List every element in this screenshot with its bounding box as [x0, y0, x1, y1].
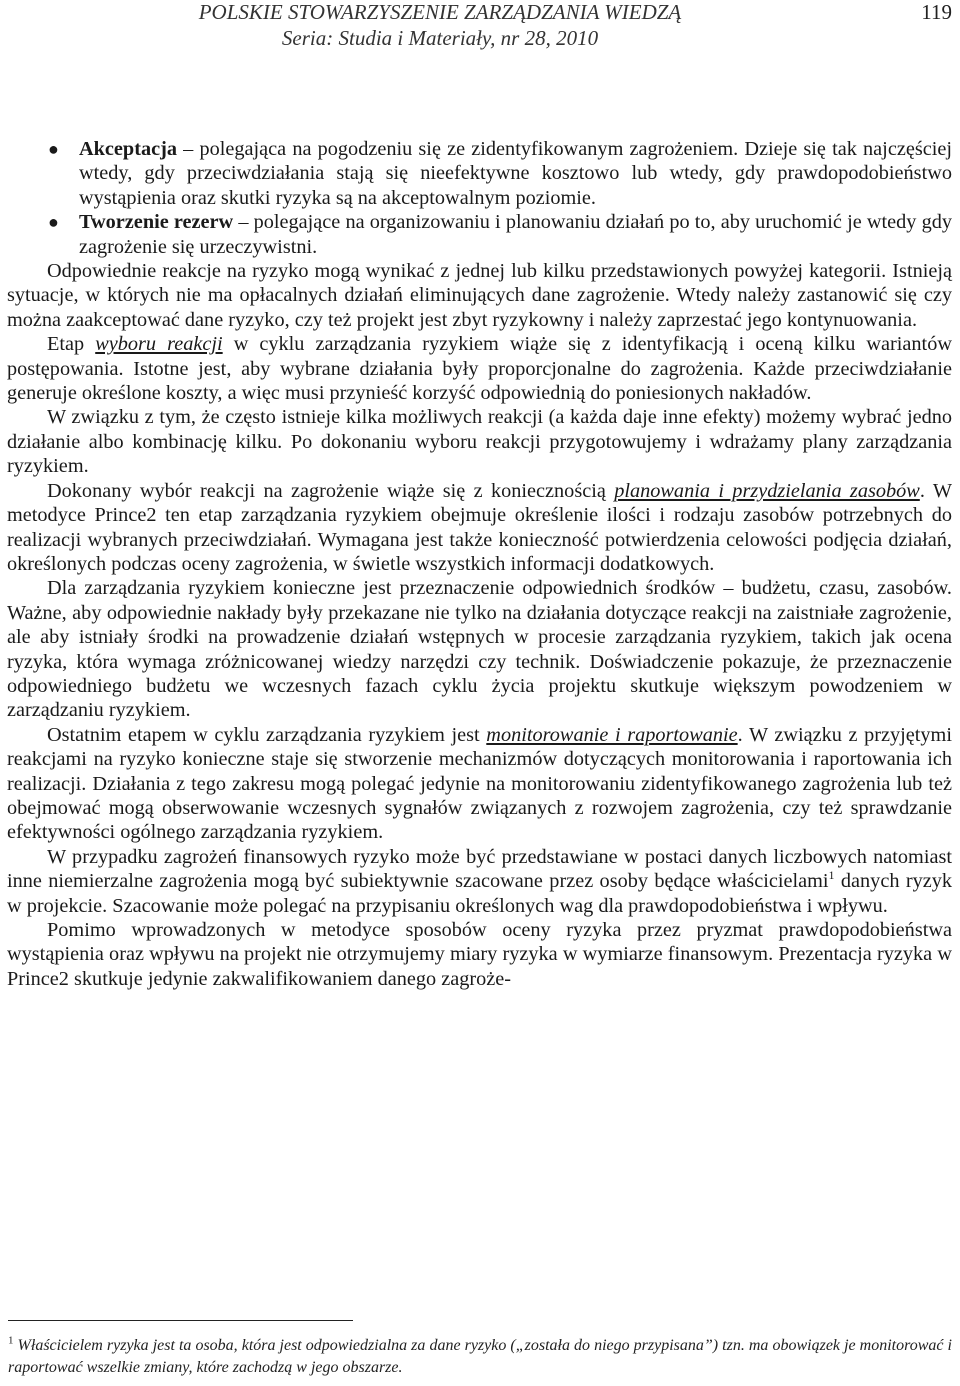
- emphasis-term: wyboru reakcji: [95, 333, 223, 356]
- paragraph: [7, 723, 952, 845]
- paragraph-text: . W metodyce Prince2 ten etap zarządzania ryzykiem obejmuje określenie ilości i rodzaju zasobów potrzebnych do realizacji wybranych przeciwdziałań. Wymagana jest także konieczność potwierdzenia celowości podjęcia działań, określonych podczas oceny zagrożenia, w świetle wszystkich informacji dodatkowych.: [7, 479, 952, 575]
- footnote-text: Właścicielem ryzyka jest ta osoba, która jest odpowiedzialna za dane ryzyko („została do niego przypisana”) tzn. ma obowiązek je monitorować i raportować wszelkie zmiany, które zachodzą w jego obszarze.: [8, 1337, 952, 1376]
- footnote-reference: 1: [828, 868, 835, 883]
- bullet-text: – polegająca na pogodzeniu się ze zidentyfikowanym zagrożeniem. Dzieje się tak najczęściej wtedy, gdy przeciwdziałania stają się nieefektywne kosztowo lub wtedy, gdy prawdopodobieństwo wystąpienia oraz skutki ryzyka są na akceptowalnym poziomie.: [79, 138, 952, 209]
- paragraph-text: . W związku z przyjętymi reakcjami na ryzyko konieczne staje się stworzenie mechanizmów dotyczących monitorowania i raportowania ich realizacji. Działania z tego zakresu mogą polegać jedynie na monitorowaniu zidentyfikowanego zagrożenia lub też obejmować mogą obserwowanie wczesnych sygnałów związanych z rozwojem zagrożenia, czy też sprawdzanie efektywności ogólnego zarządzania ryzykiem.: [7, 723, 952, 844]
- paragraph: [7, 332, 952, 405]
- paragraph-text: danych ryzyk w projekcie. Szacowanie może polegać na przypisaniu określonych wag dla prawdopodobieństwa i wpływu.: [7, 870, 952, 917]
- paragraph-text: Etap: [47, 333, 96, 356]
- footnote-divider: [8, 1320, 353, 1321]
- paragraph: W związku z tym, że często istnieje kilka możliwych reakcji (a każda daje inne efekty) możemy wybrać jedno działanie albo kombinację kilku. Po dokonaniu wyboru reakcji przygotowujemy i wdrażamy plany zarządzania ryzykiem.: [7, 406, 952, 478]
- header-organization: POLSKIE STOWARZYSZENIE ZARZĄDZANIA WIEDZĄ: [198, 0, 682, 24]
- footnote: [8, 1335, 952, 1379]
- footnote-mark: 1: [8, 1334, 14, 1347]
- bullet-term: Tworzenie rezerw: [79, 211, 234, 234]
- paragraph: [7, 845, 952, 918]
- paragraph: [7, 479, 952, 577]
- emphasis-term: planowania i przydzielania zasobów: [614, 479, 920, 502]
- paragraph-text: Ostatnim etapem w cyklu zarządzania ryzykiem jest: [47, 723, 487, 746]
- bullet-icon: ●: [48, 212, 59, 233]
- header-series: Seria: Studia i Materiały, nr 28, 2010: [281, 26, 599, 50]
- bullet-text: – polegające na organizowaniu i planowaniu działań po to, aby uruchomić je wtedy gdy zagrożenie się urzeczywistni.: [79, 211, 952, 258]
- paragraph: Odpowiednie reakcje na ryzyko mogą wynikać z jednej lub kilku przedstawionych powyżej kategorii. Istnieją sytuacje, w których nie ma opłacalnych działań eliminujących dane zagrożenie. Wtedy należy zastanowić się czy można zaakceptować dane ryzyko, czy też projekt jest zbyt ryzykowny i należy zaprzestać jego kontynuowania.: [7, 260, 952, 331]
- bullet-icon: ●: [48, 139, 59, 159]
- running-header: [0, 0, 960, 62]
- body-text: [7, 137, 952, 991]
- paragraph: Pomimo wprowadzonych w metodyce sposobów oceny ryzyka przez pryzmat prawdopodobieństwa wystąpienia oraz wpływu na projekt nie otrzymujemy miary ryzyka w wymiarze finansowym. Prezentacja ryzyka w Prince2 skutkuje jedynie zakwalifikowaniem danego zagroże-: [7, 919, 952, 990]
- bullet-list: [7, 137, 952, 259]
- list-item: [7, 210, 952, 259]
- paragraph: Dla zarządzania ryzykiem konieczne jest przeznaczenie odpowiednich środków – budżetu, czasu, zasobów. Ważne, aby odpowiednie nakłady były przekazane nie tylko na działania dotyczące reakcji na zaistniałe zagrożenie, ale aby istniały środki na prowadzenie działań wstępnych w procesie zarządzania ryzykiem, takich jak ocena ryzyka, która wymaga zróżnicowanej wiedzy narzędzi czy technik. Doświadczenie pokazuje, że przeznaczenie odpowiedniego budżetu we wczesnych fazach cyklu życia projektu skutkuje większym powodzeniem w zarządzaniu ryzykiem.: [7, 577, 952, 722]
- list-item: [7, 137, 952, 210]
- page-number: 119: [921, 0, 952, 24]
- bullet-term: Akceptacja: [79, 138, 177, 160]
- paragraph-text: w cyklu zarządzania ryzykiem wiąże się z identyfikacją i oceną kilku wariantów postępowania. Istotne jest, aby wybrane działania były proporcjonalne do zagrożenia. Każde przeciwdziałanie generuje określone koszty, a więc musi przynieść korzyść odpowiednią do poniesionych nakładów.: [7, 333, 952, 405]
- paragraph-text: W przypadku zagrożeń finansowych ryzyko może być przedstawiane w postaci danych liczbowych natomiast inne niemierzalne zagrożenia mogą być subiektywnie szacowane przez osoby będące właścicielami: [7, 845, 952, 893]
- emphasis-term: monitorowanie i raportowanie: [486, 723, 738, 746]
- paragraph-text: Dokonany wybór reakcji na zagrożenie wiąże się z koniecznością: [47, 479, 615, 502]
